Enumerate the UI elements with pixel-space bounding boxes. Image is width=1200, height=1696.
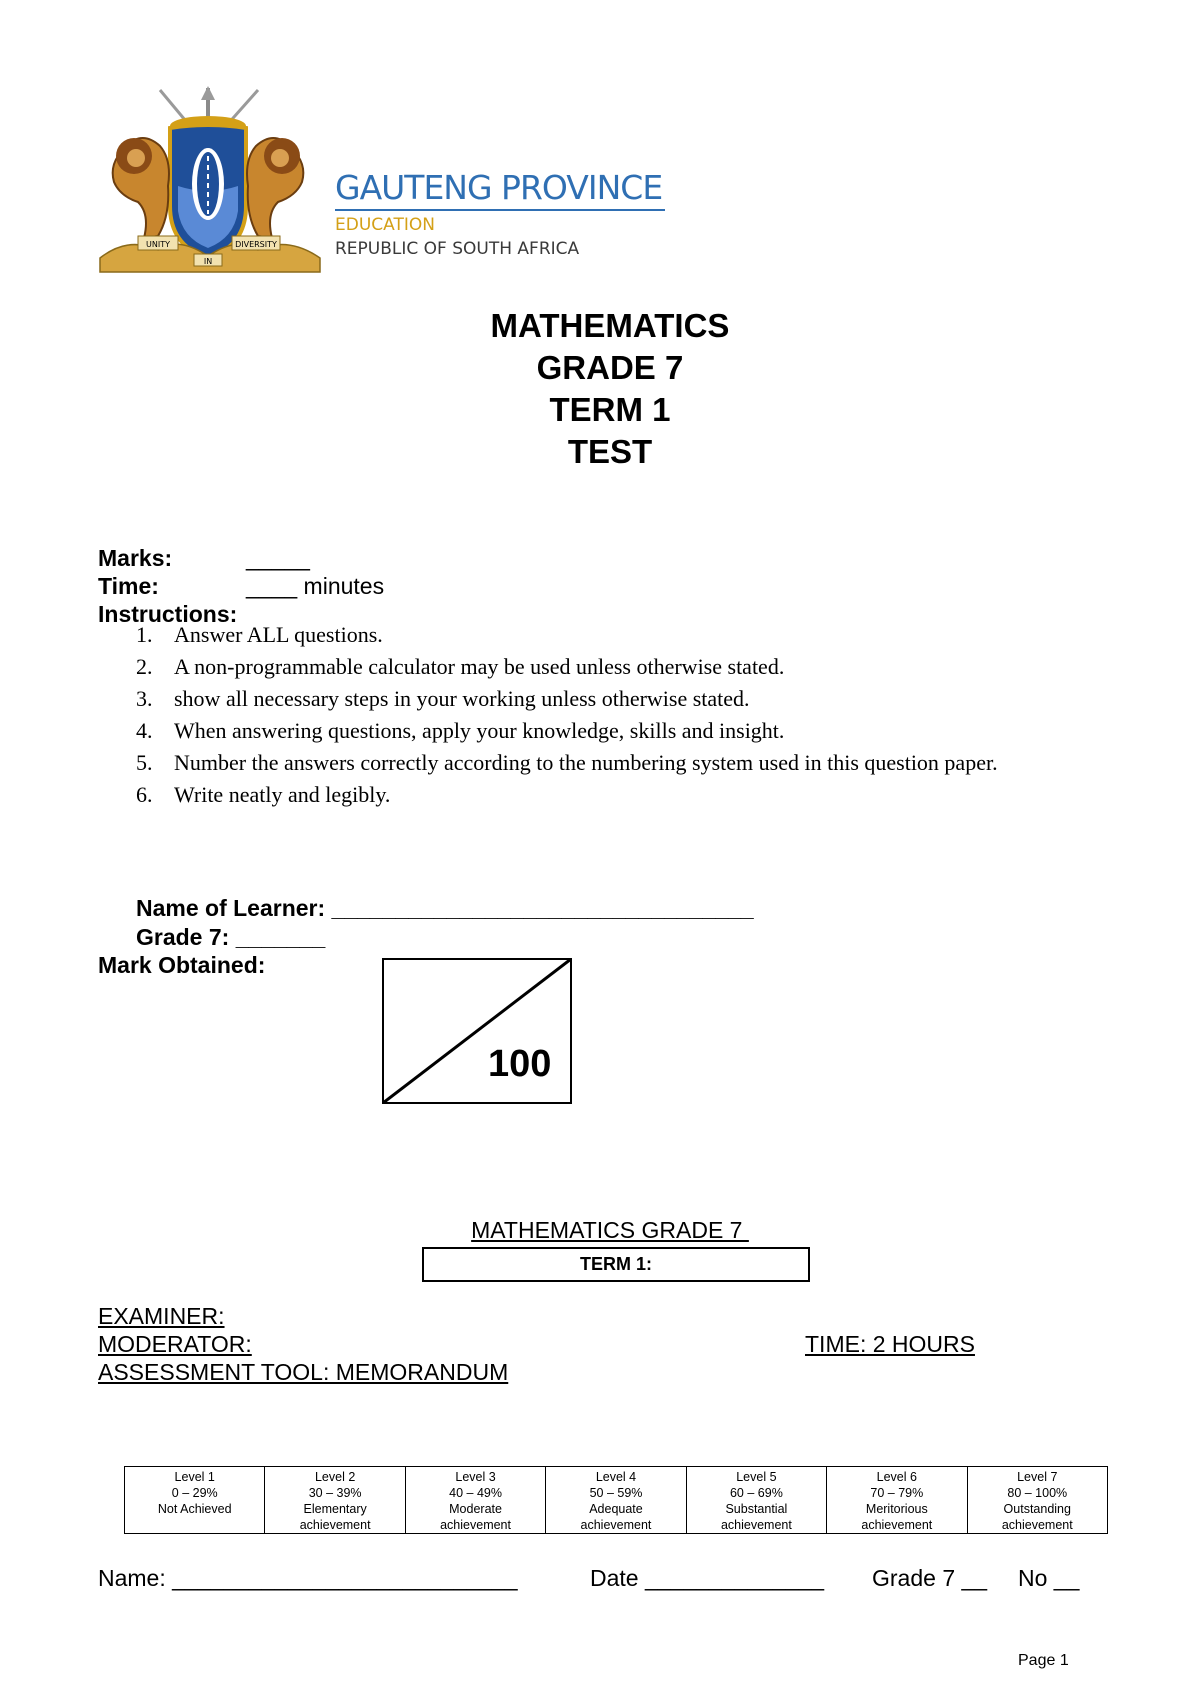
time-label: Time: [98, 573, 159, 599]
test-title [0, 305, 1200, 473]
learner-name-field: Name of Learner: _________________________________ [136, 895, 754, 921]
instruction-item: 5. Number the answers correctly according to the numbering system used in this question paper. [136, 750, 998, 775]
footer-no: No __ [1018, 1565, 1080, 1591]
footer-name: Name: ___________________________ [98, 1565, 518, 1591]
instruction-item: 3. show all necessary steps in your working unless otherwise stated. [136, 686, 750, 711]
instruction-item: 6. Write neatly and legibly. [136, 782, 391, 807]
level-cell: Level 4 50 – 59% Adequate achievement [546, 1467, 686, 1534]
mark-obtained-label: Mark Obtained: [98, 952, 266, 978]
instruction-item: 4. When answering questions, apply your knowledge, skills and insight. [136, 718, 785, 743]
footer-grade: Grade 7 __ [872, 1565, 988, 1591]
crest-scroll-left: UNITY [146, 240, 170, 249]
time-value: ____ minutes [246, 573, 385, 599]
level-cell: Level 1 0 – 29% Not Achieved [125, 1467, 265, 1534]
level-cell: Level 5 60 – 69% Substantial achievement [686, 1467, 826, 1534]
footer-date: Date ______________ [590, 1565, 825, 1591]
level-cell: Level 6 70 – 79% Meritorious achievement [827, 1467, 967, 1534]
department-name: EDUCATION [335, 215, 435, 235]
assessment-tool: ASSESSMENT TOOL: MEMORANDUM [98, 1359, 509, 1385]
province-name: GAUTENG PROVINCE [335, 168, 663, 207]
instruction-item: 1. Answer ALL questions. [136, 622, 383, 647]
crest-scroll-right: DIVERSITY [235, 240, 277, 249]
instructions-label: Instructions: [98, 601, 238, 627]
achievement-levels-table [124, 1466, 1108, 1534]
title-subject: MATHEMATICS [490, 307, 730, 344]
level-cell: Level 2 30 – 39% Elementary achievement [265, 1467, 405, 1534]
memo-subject: MATHEMATICS GRADE 7 [471, 1217, 749, 1243]
level-cell: Level 7 80 – 100% Outstanding achievement [967, 1467, 1107, 1534]
page-number: Page 1 [1018, 1652, 1069, 1669]
moderator-label: MODERATOR: [98, 1331, 252, 1357]
country-name: REPUBLIC OF SOUTH AFRICA [335, 239, 580, 259]
time-allowed: TIME: 2 HOURS [805, 1331, 975, 1357]
term-box: TERM 1: [422, 1247, 810, 1282]
title-type: TEST [567, 433, 653, 470]
marks-label: Marks: [98, 545, 173, 571]
brand-rule [335, 209, 665, 211]
level-cell: Level 3 40 – 49% Moderate achievement [405, 1467, 545, 1534]
instruction-item: 2. A non-programmable calculator may be used unless otherwise stated. [136, 654, 785, 679]
mark-total: 100 [488, 1043, 552, 1085]
gauteng-crest-logo [98, 86, 323, 276]
instructions-list [98, 622, 1098, 814]
province-brand [335, 168, 665, 259]
marks-value: _____ [246, 545, 310, 571]
crest-scroll-mid: IN [203, 257, 213, 266]
examiner-label: EXAMINER: [98, 1303, 225, 1329]
title-term: TERM 1 [549, 391, 671, 428]
learner-grade-field: Grade 7: _______ [136, 924, 326, 950]
title-grade: GRADE 7 [536, 349, 684, 386]
